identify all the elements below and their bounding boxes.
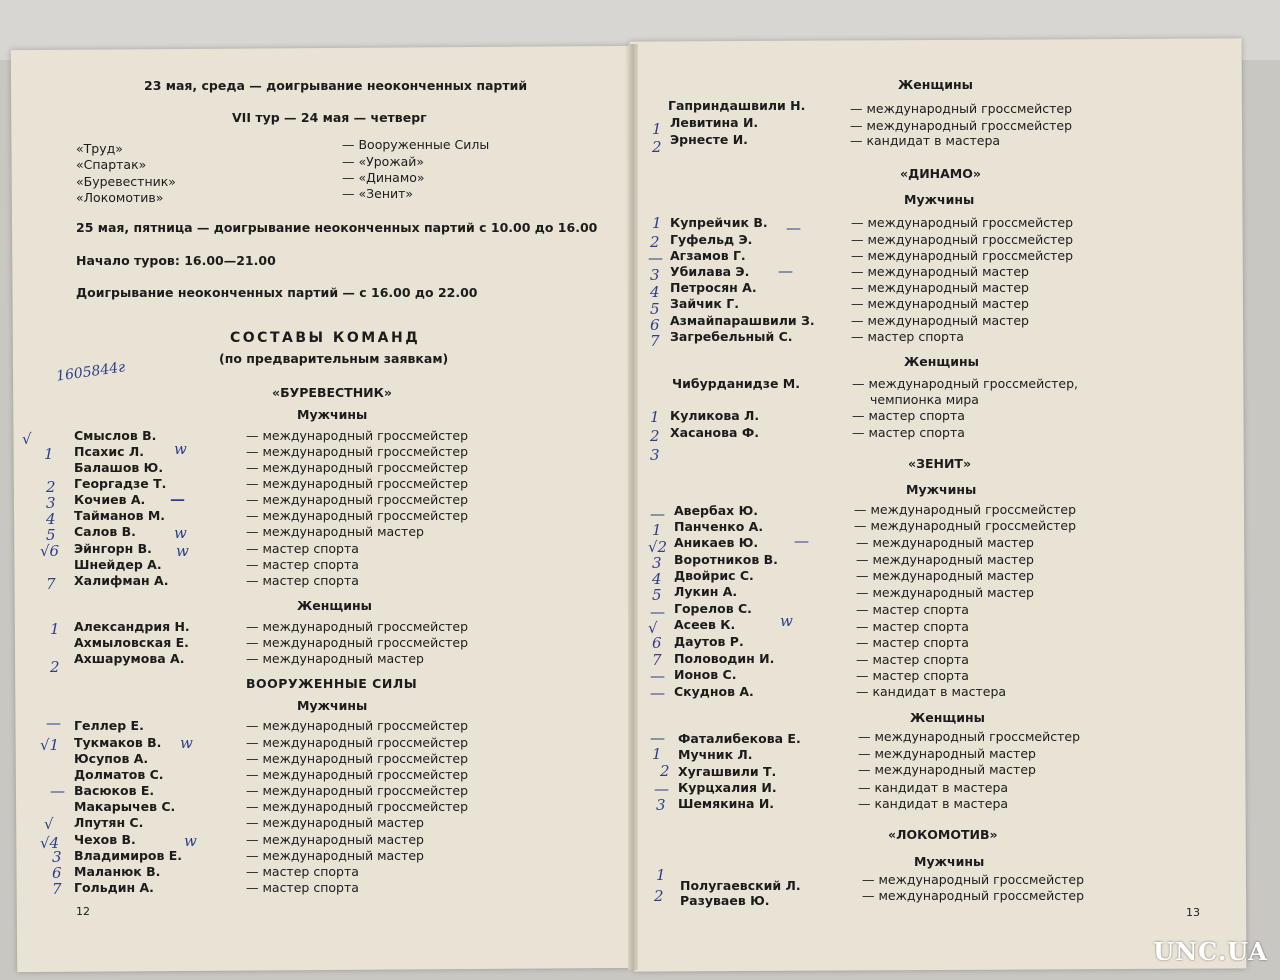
player-name: Александрия Н. xyxy=(74,619,190,634)
player-title: — международный гроссмейстер xyxy=(246,718,469,733)
handwritten-mark: — xyxy=(50,782,65,800)
player-name: Юсупов А. xyxy=(74,751,149,766)
player-name: Лпутян С. xyxy=(74,815,144,830)
pair-3-home: «Буревестник» xyxy=(76,174,176,189)
schedule-may25: 25 мая, пятница — доигрывание неоконченных партий с 10.00 до 16.00 xyxy=(76,220,598,235)
handwritten-mark: 7 xyxy=(652,651,662,669)
handwritten-mark: 1 xyxy=(50,620,60,638)
handwritten-mark: 3 xyxy=(656,796,666,814)
player-title: — международный гроссмейстер, xyxy=(852,376,1078,391)
handwritten-mark: w xyxy=(780,612,793,630)
handwritten-mark: 1 xyxy=(650,408,660,426)
handwritten-mark: √ xyxy=(44,815,54,833)
handwritten-mark: — xyxy=(650,667,665,685)
player-name: Воротников В. xyxy=(674,552,778,567)
player-title: — международный гроссмейстер xyxy=(246,783,469,798)
player-name: Половодин И. xyxy=(674,651,775,666)
player-name: Кочиев А. xyxy=(74,492,146,507)
handwritten-mark: √ xyxy=(648,619,658,637)
player-title: — международный мастер xyxy=(246,832,424,847)
zenit-women-label: Женщины xyxy=(910,710,985,725)
player-name: Ахмыловская Е. xyxy=(74,635,189,650)
player-name: Агзамов Г. xyxy=(670,248,746,263)
lokomotiv-men-label: Мужчины xyxy=(914,854,985,869)
page-number-left: 12 xyxy=(76,905,90,918)
player-title: — международный мастер xyxy=(246,815,424,830)
player-title: — мастер спорта xyxy=(851,329,964,344)
handwritten-mark: 3 xyxy=(650,266,660,284)
player-name: Лукин А. xyxy=(674,584,738,599)
handwritten-mark: — xyxy=(786,219,801,237)
handwritten-mark: 1 xyxy=(656,866,666,884)
player-name: Куликова Л. xyxy=(670,408,760,423)
player-name: Салов В. xyxy=(74,524,136,539)
handwritten-mark: 2 xyxy=(660,762,670,780)
handwritten-mark: 2 xyxy=(650,233,660,251)
player-name: Маланюк В. xyxy=(74,864,161,879)
player-title: — мастер спорта xyxy=(856,652,969,667)
handwritten-mark: — xyxy=(648,249,663,267)
player-name: Убилава Э. xyxy=(670,264,750,279)
player-name: Аникаев Ю. xyxy=(674,535,759,550)
handwritten-mark: 5 xyxy=(46,526,56,544)
burevestnik-men-label: Мужчины xyxy=(297,407,368,422)
handwritten-mark: 6 xyxy=(650,316,660,334)
handwritten-mark: 4 xyxy=(46,510,56,528)
player-title: — международный гроссмейстер xyxy=(246,799,469,814)
player-name: Левитина И. xyxy=(670,115,759,130)
player-name: Гуфельд Э. xyxy=(670,232,753,247)
schedule-tour7: VII тур — 24 мая — четверг xyxy=(232,110,427,125)
handwritten-mark: — xyxy=(170,490,185,508)
handwritten-mark: 1 xyxy=(652,745,662,763)
handwritten-mark: √ xyxy=(22,430,32,448)
player-title: — международный мастер xyxy=(856,535,1034,550)
handwritten-mark: 1 xyxy=(652,214,662,232)
handwritten-mark: √4 xyxy=(40,834,60,852)
dinamo-men-label: Мужчины xyxy=(904,192,975,207)
section-title: СОСТАВЫ КОМАНД xyxy=(230,330,421,346)
player-title: — международный гроссмейстер xyxy=(246,635,469,650)
player-title: — международный мастер xyxy=(851,296,1029,311)
player-title: — мастер спорта xyxy=(856,619,969,634)
pair-1-home: «Труд» xyxy=(76,141,123,156)
player-title-continued: чемпионка мира xyxy=(870,392,979,407)
handwritten-mark: 2 xyxy=(652,138,662,156)
handwritten-mark: 7 xyxy=(52,880,62,898)
handwritten-mark: 7 xyxy=(46,575,56,593)
player-name: Курцхалия И. xyxy=(678,780,777,795)
player-title: — мастер спорта xyxy=(246,573,359,588)
pair-1-away: — Вооруженные Силы xyxy=(342,137,490,152)
player-title: — мастер спорта xyxy=(246,557,359,572)
player-title: — международный гроссмейстер xyxy=(246,735,469,750)
player-title: — международный мастер xyxy=(851,264,1029,279)
player-name: Смыслов В. xyxy=(74,428,157,443)
player-name: Геллер Е. xyxy=(74,718,144,733)
player-title: — мастер спорта xyxy=(852,425,965,440)
pair-4-away: — «Зенит» xyxy=(342,186,414,201)
handwritten-mark: — xyxy=(650,603,665,621)
player-title: — международный гроссмейстер xyxy=(854,518,1077,533)
schedule-adjourn: Доигрывание неоконченных партий — с 16.00 до 22.00 xyxy=(76,285,478,300)
schedule-start: Начало туров: 16.00—21.00 xyxy=(76,253,276,268)
player-name: Васюков Е. xyxy=(74,783,155,798)
handwritten-mark: w xyxy=(176,542,189,560)
player-title: — международный гроссмейстер xyxy=(850,101,1073,116)
handwritten-mark: 3 xyxy=(650,446,660,464)
player-title: — международный гроссмейстер xyxy=(246,444,469,459)
player-title: — мастер спорта xyxy=(246,541,359,556)
player-title: — международный мастер xyxy=(246,524,424,539)
team-lokomotiv: «ЛОКОМОТИВ» xyxy=(888,827,998,842)
handwritten-mark: √6 xyxy=(40,542,60,560)
player-name: Полугаевский Л. xyxy=(680,878,801,893)
player-title: — международный гроссмейстер xyxy=(850,118,1073,133)
player-name: Ионов С. xyxy=(674,667,737,682)
player-title: — международный мастер xyxy=(858,746,1036,761)
player-name: Асеев К. xyxy=(674,617,736,632)
handwritten-mark: 7 xyxy=(650,332,660,350)
handwritten-mark: — xyxy=(650,729,665,747)
player-title: — международный гроссмейстер xyxy=(246,476,469,491)
team-burevestnik: «БУРЕВЕСТНИК» xyxy=(272,385,392,400)
handwritten-mark: 1 xyxy=(652,120,662,138)
handwritten-mark: w xyxy=(184,832,197,850)
handwritten-mark: w xyxy=(174,440,187,458)
handwritten-mark: 6 xyxy=(652,634,662,652)
handwritten-mark: w xyxy=(174,524,187,542)
player-name: Шнейдер А. xyxy=(74,557,162,572)
team-zenit: «ЗЕНИТ» xyxy=(908,456,972,471)
handwritten-mark: 4 xyxy=(652,570,662,588)
player-name: Халифман А. xyxy=(74,573,169,588)
player-title: — международный мастер xyxy=(858,762,1036,777)
player-name: Балашов Ю. xyxy=(74,460,164,475)
handwritten-mark: — xyxy=(46,714,61,732)
player-name: Зайчик Г. xyxy=(670,296,739,311)
handwritten-mark: — xyxy=(794,532,809,550)
player-title: — кандидат в мастера xyxy=(858,796,1009,811)
player-name: Долматов С. xyxy=(74,767,164,782)
player-name: Владимиров Е. xyxy=(74,848,183,863)
player-title: — международный гроссмейстер xyxy=(246,428,469,443)
player-title: — мастер спорта xyxy=(852,408,965,423)
player-name: Скуднов А. xyxy=(674,684,754,699)
handwritten-mark: — xyxy=(650,684,665,702)
handwritten-mark: — xyxy=(650,505,665,523)
schedule-may23: 23 мая, среда — доигрывание неоконченных партий xyxy=(144,78,528,93)
player-title: — международный мастер xyxy=(246,848,424,863)
player-title: — международный мастер xyxy=(246,651,424,666)
player-name: Хугашвили Т. xyxy=(678,764,777,779)
handwritten-mark: 2 xyxy=(654,887,664,905)
book-gutter xyxy=(628,44,638,970)
player-name: Двойрис С. xyxy=(674,568,754,583)
player-name: Ахшарумова А. xyxy=(74,651,185,666)
player-name: Георгадзе Т. xyxy=(74,476,167,491)
watermark-logo: UNC.UA xyxy=(1153,937,1268,966)
handwritten-mark: 6 xyxy=(52,864,62,882)
player-name: Тайманов М. xyxy=(74,508,166,523)
team-dinamo: «ДИНАМО» xyxy=(900,166,981,181)
player-name: Загребельный С. xyxy=(670,329,793,344)
player-name: Даутов Р. xyxy=(674,634,744,649)
burevestnik-women-label: Женщины xyxy=(297,598,372,613)
handwritten-mark: 3 xyxy=(46,494,56,512)
player-title: — международный гроссмейстер xyxy=(851,215,1074,230)
team-armed-forces: ВООРУЖЕННЫЕ СИЛЫ xyxy=(246,676,418,691)
player-title: — международный мастер xyxy=(856,552,1034,567)
player-name: Гольдин А. xyxy=(74,880,154,895)
pair-4-home: «Локомотив» xyxy=(76,190,164,205)
player-title: — мастер спорта xyxy=(856,635,969,650)
player-title: — кандидат в мастера xyxy=(856,684,1007,699)
player-title: — международный гроссмейстер xyxy=(246,460,469,475)
player-title: — международный гроссмейстер xyxy=(851,248,1074,263)
player-name: Панченко А. xyxy=(674,519,764,534)
player-name: Петросян А. xyxy=(670,280,757,295)
player-name: Чехов В. xyxy=(74,832,136,847)
pair-2-home: «Спартак» xyxy=(76,157,147,172)
handwritten-mark: 2 xyxy=(46,478,56,496)
handwritten-mark: w xyxy=(180,734,193,752)
player-title: — международный гроссмейстер xyxy=(862,872,1085,887)
player-name: Макарычев С. xyxy=(74,799,176,814)
player-title: — международный мастер xyxy=(856,585,1034,600)
player-title: — международный гроссмейстер xyxy=(246,492,469,507)
handwritten-mark: 5 xyxy=(650,300,660,318)
handwritten-mark: √1 xyxy=(40,736,60,754)
handwritten-mark: 3 xyxy=(52,848,62,866)
player-title: — международный гроссмейстер xyxy=(854,502,1077,517)
player-title: — кандидат в мастера xyxy=(858,780,1009,795)
player-name: Эрнесте И. xyxy=(670,132,748,147)
player-title: — международный мастер xyxy=(851,280,1029,295)
player-title: — мастер спорта xyxy=(246,864,359,879)
player-name: Горелов С. xyxy=(674,601,752,616)
player-name: Эйнгорн В. xyxy=(74,541,152,556)
handwritten-code: 1605844г xyxy=(55,359,127,385)
handwritten-mark: 1 xyxy=(652,521,662,539)
player-name: Чибурданидзе М. xyxy=(672,376,800,391)
player-name: Хасанова Ф. xyxy=(670,425,759,440)
player-name: Фаталибекова Е. xyxy=(678,731,801,746)
player-title: — международный гроссмейстер xyxy=(858,729,1081,744)
player-name: Купрейчик В. xyxy=(670,215,768,230)
zenit-men-label: Мужчины xyxy=(906,482,977,497)
handwritten-mark: 4 xyxy=(650,283,660,301)
player-name: Псахис Л. xyxy=(74,444,145,459)
player-name: Гаприндашвили Н. xyxy=(668,98,806,113)
player-title: — международный мастер xyxy=(856,568,1034,583)
vs-women-label: Женщины xyxy=(898,77,973,92)
player-name: Разуваев Ю. xyxy=(680,893,770,908)
player-title: — международный гроссмейстер xyxy=(862,888,1085,903)
section-subtitle: (по предварительным заявкам) xyxy=(219,351,449,366)
player-title: — международный гроссмейстер xyxy=(851,232,1074,247)
handwritten-mark: √2 xyxy=(648,538,668,556)
player-title: — кандидат в мастера xyxy=(850,133,1001,148)
handwritten-mark: 3 xyxy=(652,554,662,572)
pair-3-away: — «Динамо» xyxy=(342,170,425,185)
handwritten-mark: 5 xyxy=(652,586,662,604)
player-name: Тукмаков В. xyxy=(74,735,162,750)
pair-2-away: — «Урожай» xyxy=(342,154,425,169)
page-number-right: 13 xyxy=(1186,906,1200,919)
player-title: — международный гроссмейстер xyxy=(246,751,469,766)
player-title: — международный гроссмейстер xyxy=(246,767,469,782)
handwritten-mark: 2 xyxy=(650,427,660,445)
player-title: — мастер спорта xyxy=(856,602,969,617)
handwritten-mark: — xyxy=(654,780,669,798)
handwritten-mark: — xyxy=(778,262,793,280)
handwritten-mark: 1 xyxy=(44,445,54,463)
handwritten-mark: 2 xyxy=(50,658,60,676)
player-title: — международный мастер xyxy=(851,313,1029,328)
player-title: — мастер спорта xyxy=(856,668,969,683)
dinamo-women-label: Женщины xyxy=(904,354,979,369)
player-title: — мастер спорта xyxy=(246,880,359,895)
player-name: Азмайпарашвили З. xyxy=(670,313,815,328)
vs-men-label: Мужчины xyxy=(297,698,368,713)
player-title: — международный гроссмейстер xyxy=(246,619,469,634)
player-title: — международный гроссмейстер xyxy=(246,508,469,523)
player-name: Мучник Л. xyxy=(678,747,753,762)
player-name: Авербах Ю. xyxy=(674,503,759,518)
player-name: Шемякина И. xyxy=(678,796,775,811)
